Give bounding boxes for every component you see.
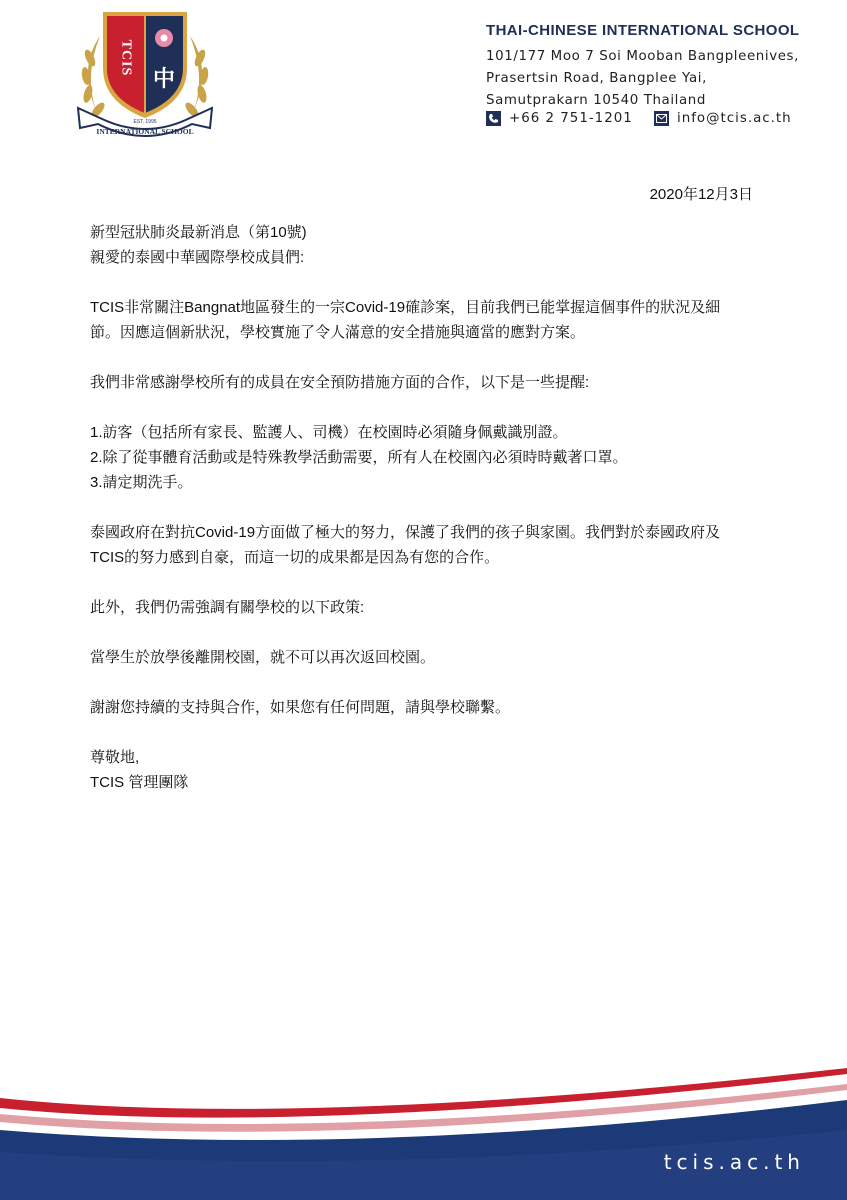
phone-contact <box>486 111 633 126</box>
letter-body <box>90 220 770 795</box>
paragraph-line: 節。因應這個新狀況，學校實施了令人滿意的安全措施與適當的應對方案。 <box>90 324 586 341</box>
address-line: 101/177 Moo 7 Soi Mooban Bangpleenives, <box>486 49 799 64</box>
reminder-item: 2.除了從事體育活動或是特殊教學活動需要，所有人在校園內必須時時戴著口罩。 <box>90 449 628 466</box>
paragraph-line: 謝謝您持續的支持與合作，如果您有任何問題，請與學校聯繫。 <box>90 699 511 716</box>
phone-icon <box>486 111 501 126</box>
paragraph-line: 泰國政府在對抗Covid-19方面做了極大的努力，保護了我們的孩子與家園。我們對於泰國政府及 <box>90 524 721 541</box>
crest-letters: TCIS <box>118 39 134 77</box>
paragraph-line: TCIS的努力感到自豪，而這一切的成果都是因為有您的合作。 <box>90 549 500 566</box>
crest-character: 中 <box>152 67 176 92</box>
paragraph-line: 我們非常感謝學校所有的成員在安全預防措施方面的合作，以下是一些提醒: <box>90 374 590 391</box>
paragraph-line: TCIS非常關注Bangnat地區發生的一宗Covid-19確診案，目前我們已能掌握這個事件的狀況及細 <box>90 299 721 316</box>
est-text: EST. 1995 <box>133 119 157 125</box>
footer-website[interactable]: tcis.ac.th <box>663 1150 805 1174</box>
phone-number: +66 2 751-1201 <box>509 111 633 126</box>
letter-closing: 尊敬地, <box>90 749 140 766</box>
paragraph-line: 此外，我們仍需強調有關學校的以下政策: <box>90 599 365 616</box>
reminder-item: 1.訪客（包括所有家長、監護人、司機）在校園時必須隨身佩戴識別證。 <box>90 424 568 441</box>
address-line: Prasertsin Road, Bangplee Yai, <box>486 71 707 86</box>
letter-subject: 新型冠狀肺炎最新消息（第10號) <box>90 224 307 241</box>
letter-date: 2020年12月3日 <box>649 186 753 203</box>
email-contact <box>654 111 792 126</box>
flower-icon <box>155 29 173 47</box>
school-logo <box>70 6 220 148</box>
letter-greeting: 親愛的泰國中華國際學校成員們: <box>90 249 305 266</box>
reminder-item: 3.請定期洗手。 <box>90 474 193 491</box>
letter-signature: TCIS 管理團隊 <box>90 774 189 791</box>
envelope-icon <box>654 111 669 126</box>
banner-text: INTERNATIONAL SCHOOL <box>96 127 194 136</box>
email-address: info@tcis.ac.th <box>677 111 792 126</box>
school-name: THAI-CHINESE INTERNATIONAL SCHOOL <box>486 22 800 39</box>
paragraph-line: 當學生於放學後離開校園，就不可以再次返回校園。 <box>90 649 436 666</box>
footer-swoosh <box>0 1060 847 1200</box>
school-address <box>486 46 799 112</box>
address-line: Samutprakarn 10540 Thailand <box>486 93 706 108</box>
